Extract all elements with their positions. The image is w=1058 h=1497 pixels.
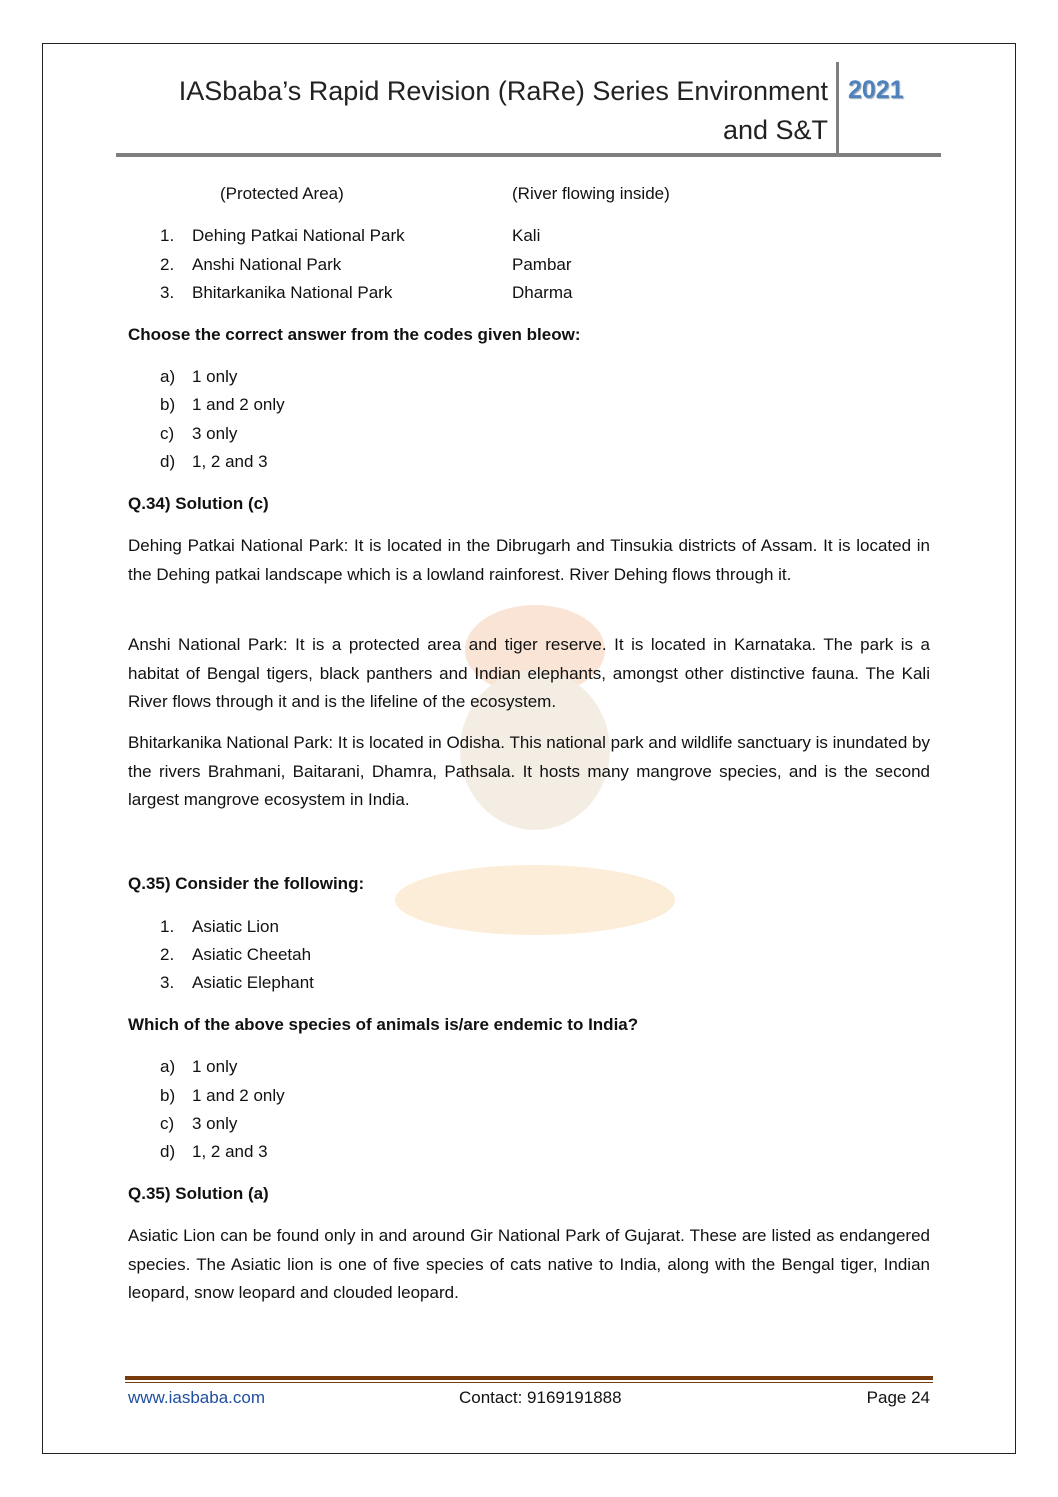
option-key: b) — [160, 395, 176, 414]
q35-title: Q.35) Consider the following: — [128, 874, 365, 893]
protected-area: Anshi National Park — [192, 255, 342, 274]
header-divider — [836, 62, 839, 156]
header-title-line2: and S&T — [722, 115, 828, 145]
column-header-protected-area: (Protected Area) — [220, 184, 344, 203]
list-item: Asiatic Cheetah — [192, 945, 312, 964]
option-text: 1, 2 and 3 — [192, 1142, 268, 1161]
list-number: 3. — [160, 283, 175, 302]
list-number: 1. — [160, 226, 175, 245]
option-text: 1 only — [192, 367, 238, 386]
website-link[interactable]: www.iasbaba.com — [128, 1388, 266, 1407]
protected-area: Bhitarkanika National Park — [192, 283, 393, 302]
header-title-line1: IASbaba’s Rapid Revision (RaRe) Series Environment — [178, 76, 828, 106]
option-key: d) — [160, 1142, 176, 1161]
option-key: c) — [160, 424, 175, 443]
option-text: 1 and 2 only — [192, 1086, 285, 1105]
q34-solution-heading: Q.34) Solution (c) — [128, 494, 269, 513]
solution-paragraph: Anshi National Park: It is a protected area and tiger reserve. It is located in Karnataka. The park is a habitat of Bengal tigers, black panthers and Indian elephants, amongst other distinctive fauna. The Kali River flows through it and is the lifeline of the ecosystem. — [128, 635, 930, 711]
option-key: a) — [160, 1057, 176, 1076]
option-key: d) — [160, 452, 176, 471]
footer-rule-thin — [125, 1382, 933, 1383]
page-number: Page 24 — [866, 1388, 930, 1407]
solution-paragraph: Dehing Patkai National Park: It is located in the Dibrugarh and Tinsukia districts of Assam. It is located in the Dehing patkai landscape which is a lowland rainforest. River Dehing flows through it. — [128, 536, 930, 584]
option-text: 1 and 2 only — [192, 395, 285, 414]
footer-rule — [125, 1376, 933, 1380]
solution-paragraph: Asiatic Lion can be found only in and around Gir National Park of Gujarat. These are listed as endangered species. The Asiatic lion is one of five species of cats native to India, along with the Bengal tiger, Indian leopard, snow leopard and clouded leopard. — [128, 1226, 930, 1302]
option-text: 3 only — [192, 424, 238, 443]
q35-prompt: Which of the above species of animals is/are endemic to India? — [128, 1015, 639, 1034]
q34-prompt: Choose the correct answer from the codes given bleow: — [128, 325, 581, 344]
contact-info: Contact: 9169191888 — [459, 1388, 622, 1407]
column-header-river: (River flowing inside) — [512, 184, 670, 203]
river: Dharma — [512, 283, 573, 302]
solution-paragraph: Bhitarkanika National Park: It is located in Odisha. This national park and wildlife sanctuary is inundated by the rivers Brahmani, Baitarani, Dhamra, Pathsala. It hosts many mangrove species, and is the second largest mangrove ecosystem in India. — [128, 733, 930, 809]
option-text: 1 only — [192, 1057, 238, 1076]
option-text: 3 only — [192, 1114, 238, 1133]
header-year: 2021 — [848, 76, 904, 104]
q35-solution-heading: Q.35) Solution (a) — [128, 1184, 269, 1203]
river: Pambar — [512, 255, 572, 274]
list-number: 1. — [160, 917, 175, 936]
option-text: 1, 2 and 3 — [192, 452, 268, 471]
list-item: Asiatic Lion — [192, 917, 279, 936]
header-title — [128, 72, 828, 150]
list-number: 3. — [160, 973, 175, 992]
option-key: a) — [160, 367, 176, 386]
river: Kali — [512, 226, 541, 245]
option-key: b) — [160, 1086, 176, 1105]
list-number: 2. — [160, 255, 175, 274]
option-key: c) — [160, 1114, 175, 1133]
list-number: 2. — [160, 945, 175, 964]
header-rule — [116, 153, 941, 157]
list-item: Asiatic Elephant — [192, 973, 314, 992]
protected-area: Dehing Patkai National Park — [192, 226, 405, 245]
